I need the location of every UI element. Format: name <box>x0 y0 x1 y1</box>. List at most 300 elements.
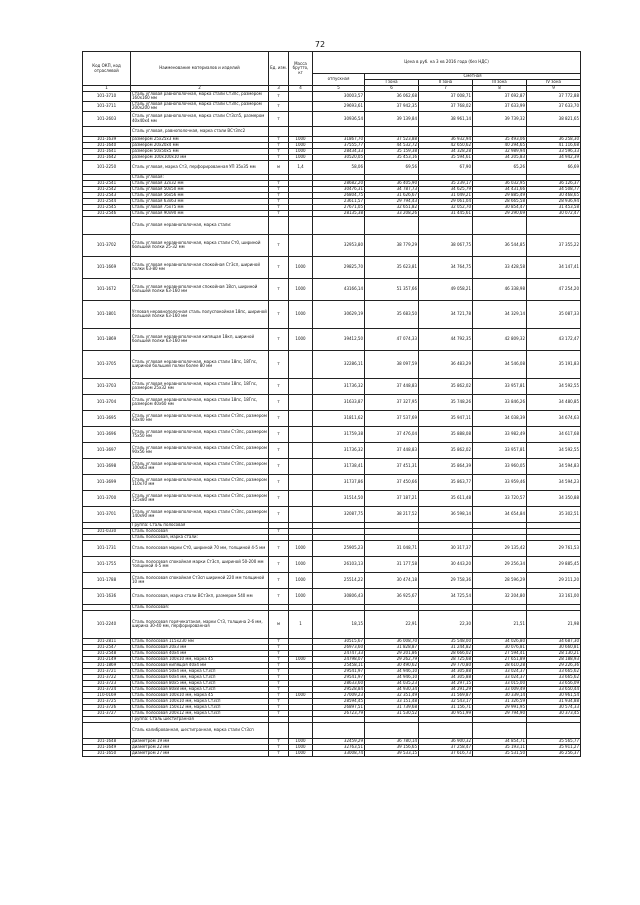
unit-cell: т <box>269 192 289 198</box>
name-cell: Сталь полосовая 100х10 мм, марка Ст3сп <box>131 698 269 704</box>
zone3-price-cell: 28 610,28 <box>473 662 527 668</box>
zone1-price-cell: 39 533,15 <box>365 750 419 756</box>
otpusknaya-price-cell: 23611,57 <box>313 198 365 204</box>
mass-cell <box>289 474 313 490</box>
code-cell: 101-1731 <box>83 540 131 556</box>
zone1-price-cell: 30 474,18 <box>365 572 419 588</box>
name-cell: размером 20х20х4 мм <box>131 142 269 148</box>
table-row <box>83 506 581 522</box>
name-cell: Сталь полосовая 60х4 мм, марка Ст3сп <box>131 674 269 680</box>
zone1-price-cell: 39 139,84 <box>365 111 419 126</box>
code-cell: 101-1869 <box>83 662 131 668</box>
otpusknaya-price-cell: 39412,50 <box>313 328 365 350</box>
zone4-price-cell: 35 302,51 <box>527 506 581 522</box>
unit-cell: т <box>269 638 289 644</box>
zone3-price-cell: 29 290,69 <box>473 210 527 216</box>
otpusknaya-price-cell: 37555,77 <box>313 142 365 148</box>
mass-cell <box>289 126 313 136</box>
code-cell: 101-1788 <box>83 572 131 588</box>
otpusknaya-price-cell: 28594,45 <box>313 698 365 704</box>
code-cell: 101-1672 <box>83 278 131 300</box>
name-cell: Сталь угловая 50х50 мм <box>131 186 269 192</box>
zone2-price-cell: 42 650,62 <box>419 142 473 148</box>
zone4-price-cell <box>527 126 581 136</box>
table-row <box>83 216 581 234</box>
unit-cell: т <box>269 458 289 474</box>
header-price-title: Цена в руб. на 3 кв 2016 года (без НДС) <box>313 52 581 74</box>
zone1-price-cell: 37 476,04 <box>365 426 419 442</box>
otpusknaya-price-cell: 27009,23 <box>313 692 365 698</box>
unit-cell: т <box>269 300 289 328</box>
column-number: 6 <box>365 86 419 92</box>
mass-cell: 1000 <box>289 278 313 300</box>
otpusknaya-price-cell: 25458,11 <box>313 662 365 668</box>
unit-cell: т <box>269 588 289 604</box>
unit-cell: т <box>269 710 289 716</box>
name-cell: Сталь полосовая <box>131 528 269 534</box>
zone1-price-cell: 35 453,16 <box>365 154 419 160</box>
unit-cell: т <box>269 540 289 556</box>
zone3-price-cell: 34 038,39 <box>473 410 527 426</box>
name-cell: Сталь полосовая 200х12 мм, марка Ст3сп <box>131 710 269 716</box>
column-number: 9 <box>527 86 581 92</box>
unit-cell: т <box>269 490 289 506</box>
zone3-price-cell: 21,51 <box>473 610 527 638</box>
zone3-price-cell: 35 531,50 <box>473 750 527 756</box>
zone1-price-cell: 22,91 <box>365 610 419 638</box>
mass-cell <box>289 350 313 378</box>
zone4-price-cell: 34 480,85 <box>527 394 581 410</box>
code-cell: 101-1869 <box>83 328 131 350</box>
code-cell: 101-2548 <box>83 650 131 656</box>
code-cell: 101-1801 <box>83 300 131 328</box>
mass-cell: 1 <box>289 610 313 638</box>
zone2-price-cell: 30 443,20 <box>419 556 473 572</box>
name-cell: Сталь полосовая 20х3 мм <box>131 644 269 650</box>
code-cell: 101-3695 <box>83 410 131 426</box>
zone2-price-cell: 31 569,87 <box>419 692 473 698</box>
name-cell: Сталь полосовая, марка стали ВСт3кп, размером 540 мм <box>131 588 269 604</box>
zone3-price-cell: 27 594,41 <box>473 650 527 656</box>
mass-cell <box>289 111 313 126</box>
zone4-price-cell: 21,98 <box>527 610 581 638</box>
code-cell: 101-2545 <box>83 204 131 210</box>
zone1-price-cell: 32 651,82 <box>365 204 419 210</box>
otpusknaya-price-cell: 30629,19 <box>313 300 365 328</box>
mass-cell <box>289 378 313 394</box>
zone4-price-cell: 33 596,33 <box>527 148 581 154</box>
zone3-price-cell: 31 326,59 <box>473 698 527 704</box>
zone3-price-cell: 27 651,89 <box>473 656 527 662</box>
mass-cell: 1000 <box>289 692 313 698</box>
zone4-price-cell: 35 191,83 <box>527 350 581 378</box>
code-cell: 101-1641 <box>83 148 131 154</box>
mass-cell <box>289 410 313 426</box>
unit-cell: т <box>269 148 289 154</box>
mass-cell <box>289 216 313 234</box>
name-cell: Сталь угловая неравнополочная, марка стали Ст3пс, размером 110х70 мм <box>131 474 269 490</box>
name-cell: Сталь угловая неравнополочная, марка стали Ст0, шириной большей полки 25-32 мм <box>131 234 269 256</box>
zone1-price-cell: 34 946,10 <box>365 668 419 674</box>
zone3-price-cell: 46 338,98 <box>473 278 527 300</box>
otpusknaya-price-cell: 33008,74 <box>313 750 365 756</box>
code-cell: 101-3702 <box>83 234 131 256</box>
otpusknaya-price-cell: 30936,54 <box>313 111 365 126</box>
unit-cell: т <box>269 680 289 686</box>
zone3-price-cell: 33 009,49 <box>473 686 527 692</box>
zone1-price-cell: 34 930,34 <box>365 686 419 692</box>
zone2-price-cell: 31 156,71 <box>419 704 473 710</box>
zone3-price-cell: 36 032,95 <box>473 180 527 186</box>
unit-cell: м <box>269 160 289 174</box>
name-cell: Сталь полосовая 80х8 мм, марка Ст3сп <box>131 686 269 692</box>
zone2-price-cell: 38 067,75 <box>419 234 473 256</box>
zone4-price-cell: 33 650,44 <box>527 686 581 692</box>
mass-cell <box>289 426 313 442</box>
code-cell: 101-3721 <box>83 668 131 674</box>
mass-cell <box>289 101 313 111</box>
table-row <box>83 91 581 101</box>
table-row <box>83 234 581 256</box>
zone1-price-cell: 36 780,14 <box>365 738 419 744</box>
header-smetnaya: Сметная <box>365 74 581 80</box>
column-number: 5 <box>313 86 365 92</box>
mass-cell <box>289 234 313 256</box>
otpusknaya-price-cell: 31759,38 <box>313 426 365 442</box>
page-number: 72 <box>314 40 326 49</box>
zone2-price-cell: 36 598,14 <box>419 506 473 522</box>
zone1-price-cell: 35 623,81 <box>365 256 419 278</box>
zone2-price-cell: 28 725,68 <box>419 656 473 662</box>
code-cell: 101-0330 <box>83 528 131 534</box>
zone2-price-cell: 31 049,21 <box>419 192 473 198</box>
name-cell: Сталь угловая неравнополочная, марка стали 18пс, 18Гпс, размером 40х60 мм <box>131 394 269 410</box>
otpusknaya-price-cell: 25514,22 <box>313 572 365 588</box>
zone1-price-cell: 38 097,59 <box>365 350 419 378</box>
zone2-price-cell: 32 543,17 <box>419 698 473 704</box>
zone2-price-cell: 35 611,48 <box>419 490 473 506</box>
mass-cell: 1000 <box>289 744 313 750</box>
unit-cell <box>269 126 289 136</box>
unit-cell: т <box>269 328 289 350</box>
code-cell: 101-3696 <box>83 426 131 442</box>
table-row <box>83 256 581 278</box>
header-zone-4: IV зона <box>527 80 581 86</box>
zone1-price-cell: 51 357,66 <box>365 278 419 300</box>
unit-cell <box>269 722 289 738</box>
table-row <box>83 442 581 458</box>
mass-cell <box>289 722 313 738</box>
zone1-price-cell: 37 537,69 <box>365 410 419 426</box>
otpusknaya-price-cell: 32286,11 <box>313 350 365 378</box>
otpusknaya-price-cell: 26723,79 <box>313 710 365 716</box>
zone3-price-cell: 34 546,08 <box>473 350 527 378</box>
zone4-price-cell: 33 665,62 <box>527 668 581 674</box>
unit-cell: т <box>269 234 289 256</box>
mass-cell <box>289 91 313 101</box>
unit-cell <box>269 216 289 234</box>
unit-cell: т <box>269 704 289 710</box>
zone2-price-cell: 67,90 <box>419 160 473 174</box>
zone1-price-cell: 37 942,35 <box>365 101 419 111</box>
unit-cell: т <box>269 662 289 668</box>
zone2-price-cell: 34 328,28 <box>419 148 473 154</box>
code-cell: 101-2240 <box>83 610 131 638</box>
otpusknaya-price-cell: 30520,05 <box>313 154 365 160</box>
zone2-price-cell: 35 863,77 <box>419 474 473 490</box>
code-cell: 101-1640 <box>83 142 131 148</box>
code-cell: 101-3704 <box>83 394 131 410</box>
otpusknaya-price-cell: 29528,84 <box>313 686 365 692</box>
unit-cell: т <box>269 656 289 662</box>
zone2-price-cell: 35 239,17 <box>419 180 473 186</box>
code-cell: 101-2544 <box>83 198 131 204</box>
code-cell: 101-2811 <box>83 638 131 644</box>
mass-cell: 1000 <box>289 738 313 744</box>
zone2-price-cell: 37 258,47 <box>419 744 473 750</box>
table-row <box>83 160 581 174</box>
zone2-price-cell <box>419 216 473 234</box>
table-row <box>83 328 581 350</box>
unit-cell: м <box>269 610 289 638</box>
mass-cell: 1000 <box>289 656 313 662</box>
column-number: 8 <box>473 86 527 92</box>
name-cell: диаметром 19 мм <box>131 738 269 744</box>
name-cell: Сталь полосовая 80х5 мм, марка Ст3сп <box>131 680 269 686</box>
zone1-price-cell: 35 683,50 <box>365 300 419 328</box>
mass-cell <box>289 442 313 458</box>
otpusknaya-price-cell: 30476,31 <box>313 186 365 192</box>
table-row <box>83 126 581 136</box>
table-row <box>83 610 581 638</box>
otpusknaya-price-cell: 31811,62 <box>313 410 365 426</box>
otpusknaya-price-cell: 31867,70 <box>313 136 365 142</box>
zone2-price-cell: 30 951,99 <box>419 710 473 716</box>
code-cell: 101-3727 <box>83 710 131 716</box>
code-cell: 101-1669 <box>83 256 131 278</box>
zone1-price-cell: 47 074,33 <box>365 328 419 350</box>
unit-cell: т <box>269 644 289 650</box>
name-cell: Сталь угловая неравнополочная спокойная Ст3сп, шириной полки 63-80 мм <box>131 256 269 278</box>
zone3-price-cell: 34 654,84 <box>473 506 527 522</box>
table-row <box>83 101 581 111</box>
table-row <box>83 278 581 300</box>
otpusknaya-price-cell: 29541,97 <box>313 674 365 680</box>
zone3-price-cell: 34 854,71 <box>473 738 527 744</box>
zone1-price-cell: 37 448,83 <box>365 378 419 394</box>
zone1-price-cell: 31 626,67 <box>365 192 419 198</box>
zone3-price-cell: 34 205,83 <box>473 154 527 160</box>
zone2-price-cell: 28 666,02 <box>419 650 473 656</box>
unit-cell: т <box>269 198 289 204</box>
zone1-price-cell: 33 208,26 <box>365 210 419 216</box>
zone2-price-cell: 31 445,61 <box>419 210 473 216</box>
zone4-price-cell: 30 961,54 <box>527 692 581 698</box>
zone4-price-cell: 34 592,55 <box>527 442 581 458</box>
zone2-price-cell: 34 291,29 <box>419 686 473 692</box>
code-cell: 101-3698 <box>83 458 131 474</box>
zone3-price-cell: 29 885,49 <box>473 192 527 198</box>
name-cell: Сталь угловая неравнополочная, марка стали Ст3пс, размером 140х90 мм <box>131 506 269 522</box>
otpusknaya-price-cell: 18,15 <box>313 610 365 638</box>
mass-cell: 1000 <box>289 154 313 160</box>
table-row <box>83 426 581 442</box>
unit-cell: т <box>269 180 289 186</box>
zone3-price-cell: 42 809,32 <box>473 328 527 350</box>
zone1-price-cell: 31 739,68 <box>365 704 419 710</box>
zone1-price-cell: 44 532,72 <box>365 142 419 148</box>
name-cell: Сталь угловая неравнополочная, марка стали 18пс, 18Гпс, размером 25х32 мм <box>131 378 269 394</box>
name-cell: Сталь угловая неравнополочная спокойная 18сп, шириной большей полки 63-160 мм <box>131 278 269 300</box>
zone3-price-cell: 36 544,85 <box>473 234 527 256</box>
name-cell: диаметром 22 мм <box>131 744 269 750</box>
code-cell: 101-3726 <box>83 704 131 710</box>
zone3-price-cell: 33 957,81 <box>473 442 527 458</box>
zone3-price-cell: 33 720,57 <box>473 490 527 506</box>
mass-cell: 1000 <box>289 148 313 154</box>
zone2-price-cell: 34 725,54 <box>419 588 473 604</box>
name-cell: Сталь угловая равнополочная, марка стали Ст3сп5, размером 40х40х4 мм <box>131 111 269 126</box>
zone1-price-cell: 31 048,71 <box>365 540 419 556</box>
zone3-price-cell: 37 692,87 <box>473 91 527 101</box>
code-cell: 101-1642 <box>83 154 131 160</box>
name-cell: Сталь полосовая 40х4 мм <box>131 650 269 656</box>
table-row <box>83 394 581 410</box>
name-cell: Сталь полосовая 150х12 мм, марка Ст3сп <box>131 704 269 710</box>
zone4-price-cell: 30 072,47 <box>527 210 581 216</box>
zone2-price-cell: 35 748,26 <box>419 394 473 410</box>
otpusknaya-price-cell <box>313 722 365 738</box>
zone2-price-cell: 35 888,08 <box>419 426 473 442</box>
zone1-price-cell: 31 177,58 <box>365 556 419 572</box>
name-cell: Сталь угловая: <box>131 174 269 180</box>
name-cell: Сталь угловая, марка Ст3, перфорированная УП 35х35 мм <box>131 160 269 174</box>
otpusknaya-price-cell: 32459,29 <box>313 738 365 744</box>
zone3-price-cell: 33 960,05 <box>473 458 527 474</box>
zone1-price-cell: 31 530,52 <box>365 710 419 716</box>
zone2-price-cell: 38 961,14 <box>419 111 473 126</box>
otpusknaya-price-cell: 24798,07 <box>313 656 365 662</box>
zone1-price-cell: 37 523,88 <box>365 136 419 142</box>
zone1-price-cell: 36 062,68 <box>365 91 419 101</box>
zone3-price-cell: 33 957,81 <box>473 378 527 394</box>
unit-cell: т <box>269 744 289 750</box>
zone4-price-cell: 36 256,37 <box>527 750 581 756</box>
column-number: 7 <box>419 86 473 92</box>
zone2-price-cell: 49 058,21 <box>419 278 473 300</box>
code-cell: 101-1755 <box>83 556 131 572</box>
zone2-price-cell: 35 864,39 <box>419 458 473 474</box>
unit-cell: т <box>269 91 289 101</box>
price-table <box>82 51 581 757</box>
otpusknaya-price-cell <box>313 126 365 136</box>
zone1-price-cell: 35 159,38 <box>365 148 419 154</box>
table-row <box>83 458 581 474</box>
zone2-price-cell: 37 768,02 <box>419 101 473 111</box>
zone4-price-cell: 34 594,83 <box>527 458 581 474</box>
code-cell: 101-3705 <box>83 350 131 378</box>
otpusknaya-price-cell: 27671,05 <box>313 204 365 210</box>
otpusknaya-price-cell <box>313 216 365 234</box>
unit-cell: т <box>269 668 289 674</box>
name-cell: размером 50х50х5 мм <box>131 148 269 154</box>
zone4-price-cell: 29 885,45 <box>527 556 581 572</box>
otpusknaya-price-cell: 31738,41 <box>313 458 365 474</box>
zone4-price-cell: 30 373,45 <box>527 710 581 716</box>
zone3-price-cell: 32 204,80 <box>473 588 527 604</box>
zone3-price-cell: 33 024,37 <box>473 668 527 674</box>
unit-cell: т <box>269 256 289 278</box>
zone3-price-cell: 33 015,00 <box>473 680 527 686</box>
unit-cell: т <box>269 650 289 656</box>
otpusknaya-price-cell: 29541,97 <box>313 668 365 674</box>
name-cell: Сталь угловая неравнополочная, марка стали: <box>131 216 269 234</box>
zone3-price-cell: 33 024,37 <box>473 674 527 680</box>
otpusknaya-price-cell: 32953,80 <box>313 234 365 256</box>
zone2-price-cell: 31 244,82 <box>419 644 473 650</box>
unit-cell: т <box>269 204 289 210</box>
zone2-price-cell: 37 008,71 <box>419 91 473 101</box>
header-zone-2: II зона <box>419 80 473 86</box>
otpusknaya-price-cell: 29825,70 <box>313 256 365 278</box>
zone4-price-cell: 34 617,68 <box>527 426 581 442</box>
zone4-price-cell: 37 633,70 <box>527 101 581 111</box>
mass-cell <box>289 490 313 506</box>
zone3-price-cell: 30 339,14 <box>473 692 527 698</box>
table-row <box>83 410 581 426</box>
table-row <box>83 490 581 506</box>
name-cell: Сталь калиброванная, шестигранная, марка стали Ст3сп <box>131 722 269 738</box>
zone1-price-cell: 38 779,29 <box>365 234 419 256</box>
otpusknaya-price-cell: 26973,60 <box>313 644 365 650</box>
code-cell: 101-3703 <box>83 378 131 394</box>
zone4-price-cell: 36 258,30 <box>527 136 581 142</box>
code-cell: 101-2541 <box>83 180 131 186</box>
column-number: 3 <box>269 86 289 92</box>
zone3-price-cell: 34 431,66 <box>473 186 527 192</box>
name-cell: Сталь угловая неравнополочная, марка стали 18пс, 18Гпс, шириной большей полки более 80 мм <box>131 350 269 378</box>
otpusknaya-price-cell: 32763,51 <box>313 744 365 750</box>
otpusknaya-price-cell: 28682,20 <box>313 180 365 186</box>
otpusknaya-price-cell: 58,06 <box>313 160 365 174</box>
name-cell: Сталь угловая неравнополочная, марка стали Ст3пс, размером 100х63 мм <box>131 458 269 474</box>
zone4-price-cell: 34 592,55 <box>527 378 581 394</box>
mass-cell: 1000 <box>289 256 313 278</box>
name-cell: Сталь угловая равнополочная, марка стали Ст3пс, размером 200х200 мм <box>131 101 269 111</box>
zone1-price-cell: 31 828,87 <box>365 644 419 650</box>
zone4-price-cell: 28 936,94 <box>527 198 581 204</box>
otpusknaya-price-cell: 31737,86 <box>313 474 365 490</box>
zone3-price-cell: 33 428,58 <box>473 256 527 278</box>
otpusknaya-price-cell: 30515,67 <box>313 638 365 644</box>
zone2-price-cell: 29 061,04 <box>419 198 473 204</box>
zone4-price-cell: 30 574,33 <box>527 704 581 710</box>
zone2-price-cell: 35 594,61 <box>419 154 473 160</box>
name-cell: Угловая неравнополочная сталь полуспокойная 18пс, шириной большей полки 63-160 мм <box>131 300 269 328</box>
zone3-price-cell: 29 135,42 <box>473 540 527 556</box>
name-cell: Сталь угловая неравнополочная, марка стали Ст3пс, размером 90х56 мм <box>131 442 269 458</box>
zone3-price-cell: 30 076,81 <box>473 644 527 650</box>
unit-cell: т <box>269 154 289 160</box>
code-cell: 101-2250 <box>83 160 131 174</box>
zone1-price-cell: 39 156,65 <box>365 744 419 750</box>
name-cell: размером 25х25х3 мм <box>131 136 269 142</box>
zone3-price-cell: 28 665,58 <box>473 198 527 204</box>
otpusknaya-price-cell: 29693,61 <box>313 101 365 111</box>
zone4-price-cell: 29 761,53 <box>527 540 581 556</box>
zone4-price-cell: 34 147,41 <box>527 256 581 278</box>
zone3-price-cell: 35 193,11 <box>473 744 527 750</box>
